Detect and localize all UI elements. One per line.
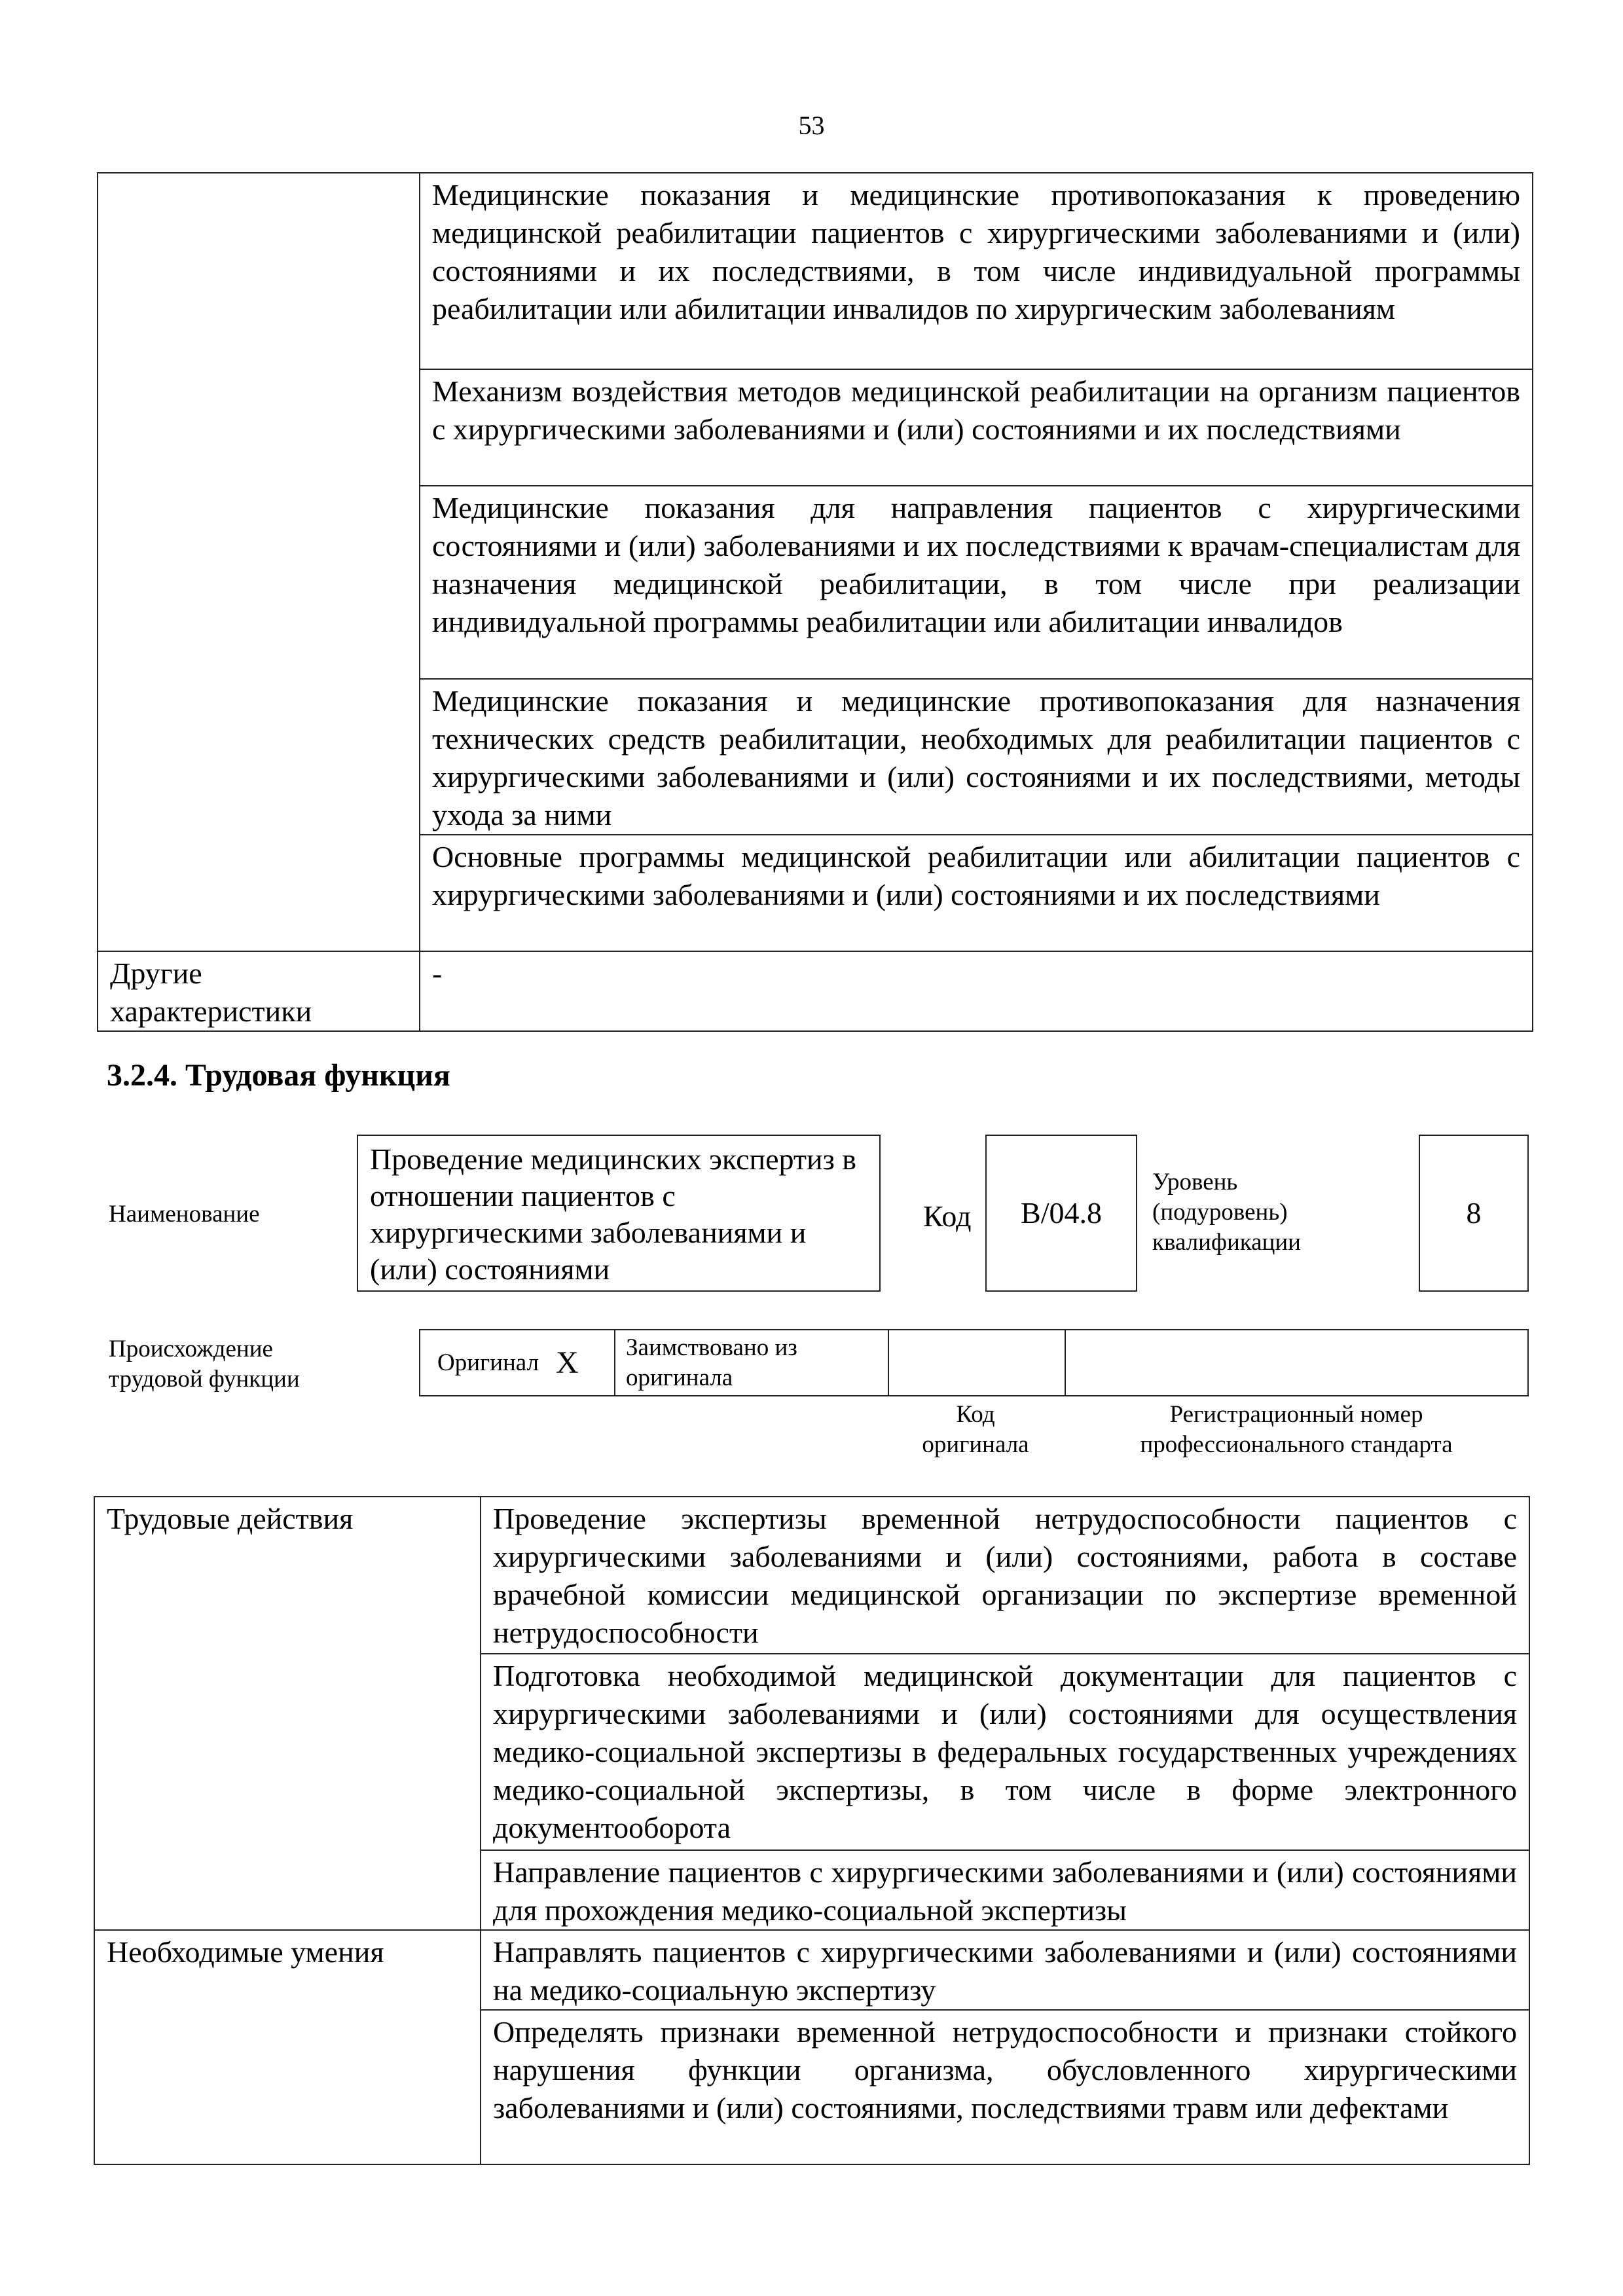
level-label: Уровень (подуровень) квалификации (1152, 1169, 1301, 1256)
section-heading: 3.2.4. Трудовая функция (107, 1058, 450, 1093)
original-label: Оригинал (437, 1349, 539, 1376)
code-label: Код (923, 1199, 972, 1233)
code-caption: Код оригинала (922, 1401, 1029, 1458)
labor-action-item: Подготовка необходимой медицинской документации для пациентов с хирургическими заболеваниями и (или) состояниями для осуществления медико-социальной экспертизы в федеральных государственных учреждениях медико-социальной экспертизы, в том числе в форме электронного документооборота (481, 1654, 1529, 1850)
labor-action-item: Направление пациентов с хирургическими заболеваниями и (или) состояниями для прохождения медико-социальной экспертизы (481, 1850, 1529, 1930)
reg-number-cell (1065, 1329, 1529, 1396)
function-name-box (357, 1135, 881, 1292)
page-number: 53 (798, 111, 825, 140)
labor-actions-label: Трудовые действия (94, 1497, 481, 1930)
other-characteristics-value: - (420, 951, 1533, 1031)
original-code-cell (888, 1329, 1066, 1396)
skill-item: Направлять пациентов с хирургическими заболеваниями и (или) состояниями на медико-социальную экспертизу (481, 1930, 1529, 2010)
other-characteristics-label: Другие характеристики (98, 951, 420, 1031)
borrowed-label: Заимствовано из оригинала (626, 1334, 797, 1391)
code-value: B/04.8 (1021, 1196, 1102, 1230)
knowledge-item: Механизм воздействия методов медицинской реабилитации на организм пациентов с хирургическими заболеваниями и (или) состояниями и их последствиями (420, 369, 1533, 486)
labor-action-item: Проведение экспертизы временной нетрудоспособности пациентов с хирургическими заболеваниями и (или) состояниями, работа в составе врачебной комиссии медицинской организации по экспертизе временной нетрудоспособности (481, 1497, 1529, 1654)
reg-caption: Регистрационный номер профессионального стандарта (1140, 1401, 1453, 1458)
original-cell (419, 1329, 615, 1396)
knowledge-item: Медицинские показания и медицинские противопоказания для назначения технических средств реабилитации, необходимых для реабилитации пациентов с хирургическими заболеваниями и (или) состояниями и их последствиями, методы ухода за ними (420, 679, 1533, 835)
code-box (985, 1135, 1137, 1292)
knowledge-item: Медицинские показания и медицинские противопоказания к проведению медицинской реабилитации пациентов с хирургическими заболеваниями и (или) состояниями и их последствиями, в том числе индивидуальной программы реабилитации или абилитации инвалидов по хирургическим заболеваниям (420, 173, 1533, 369)
original-mark: X (556, 1345, 579, 1380)
borrowed-cell (614, 1329, 889, 1396)
name-label: Наименование (109, 1201, 260, 1228)
origin-label: Происхождение трудовой функции (109, 1336, 300, 1393)
knowledge-item: Основные программы медицинской реабилитации или абилитации пациентов с хирургическими заболеваниями и (или) состояниями и их последствиями (420, 835, 1533, 951)
knowledge-item: Медицинские показания для направления пациентов с хирургическими состояниями и (или) заболеваниями и их последствиями к врачам-специалистам для назначения медицинской реабилитации, в том числе при реализации индивидуальной программы реабилитации или абилитации инвалидов (420, 486, 1533, 679)
function-name-value: Проведение медицинских экспертиз в отношении пациентов с хирургическими заболеваниями и (или) состояниями (370, 1142, 857, 1286)
label-cell (98, 173, 420, 951)
level-value: 8 (1466, 1196, 1482, 1230)
required-skills-label: Необходимые умения (94, 1930, 481, 2164)
skill-item: Определять признаки временной нетрудоспособности и признаки стойкого нарушения функции организма, обусловленного хирургическими заболеваниями и (или) состояниями, последствиями травм или дефектами (481, 2010, 1529, 2164)
actions-table (94, 1496, 1530, 2165)
knowledge-table (97, 172, 1533, 1032)
level-box (1419, 1135, 1529, 1292)
